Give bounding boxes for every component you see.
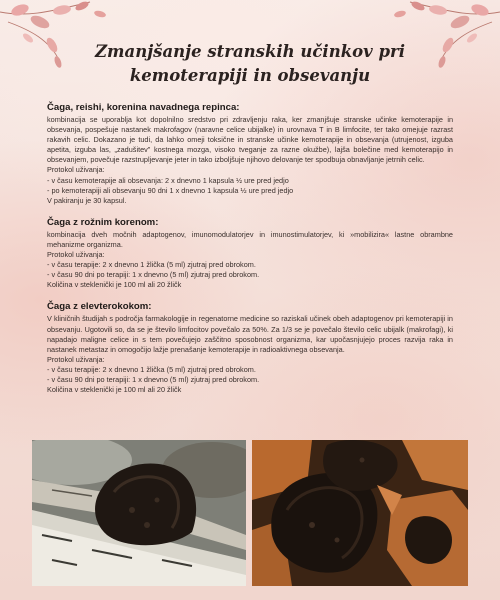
protocol-line: Količina v steklenički je 100 ml ali 20 žličk (47, 280, 182, 290)
section-paragraph: kombinacija dveh močnih adaptogenov, imunomodulatorjev in imunostimulatorjev, ki »mobilizira« lastne obrambne mehanizme organizma. (47, 229, 453, 249)
section-paragraph: V kliničnih študijah s področja farmakologije in regenatorne medicine so raziskali učinek obeh adaptogenov pri kemoterapiji in obsevanju. Ugotovili so, da se je število limfocitov povečalo za 50%. Za 1/3 se je povečalo število celic ubijalk (makrofagi), ki napadajo maligne celice in s tem povečujejo zaščitno sposobnost organizma, kar upočasnjujejo proces razvija raka in nastanek metastaz in omogočijo lažje prenašanje kemoterapije in radioaktivnega obsevanja. (47, 314, 453, 354)
protocol-line: - v času 90 dni po terapiji: 1 x dnevno (5 ml) zjutraj pred obrokom. (47, 374, 260, 384)
page-title (60, 40, 440, 88)
section-chaga-reishi (47, 102, 453, 206)
protocol-line: - v času terapije: 2 x dnevno 1 žlička (5 ml) zjutraj pred obrokom. (47, 260, 256, 270)
section-heading: Čaga z elevterokokom: (47, 301, 152, 313)
protocol-line: Protokol uživanja: (47, 354, 105, 364)
protocol-line: - v času 90 dni po terapiji: 1 x dnevno (5 ml) zjutraj pred obrokom. (47, 270, 260, 280)
title-line-2: kemoterapiji in obsevanju (129, 66, 371, 85)
section-heading: Čaga z rožnim korenom: (47, 216, 159, 228)
protocol-line: Količina v steklenički je 100 ml ali 20 žličk (47, 385, 182, 395)
chaga-on-birch-photo (32, 440, 246, 586)
photo-strip (32, 440, 468, 586)
chaga-chunks-photo (252, 440, 468, 586)
section-heading: Čaga, reishi, korenina navadnega repinca: (47, 102, 240, 113)
content (47, 102, 453, 406)
protocol-line: V pakiranju je 30 kapsul. (47, 195, 127, 205)
section-chaga-rhodiola (47, 217, 453, 291)
protocol-line: - v času kemoterapije ali obsevanja: 2 x dnevno 1 kapsula ½ ure pred jedjo (47, 175, 289, 185)
section-paragraph: kombinacija se uporablja kot dopolnilno sredstvo pri zdravljenju raka, ker zmanjšuje stranske učinke kemoterapije in obsevanja, pospešuje nastanek makrofagov (naravne celice ubijalke) in urovnava T in B limfocite, ter tako omejuje razrast rakavih celic. Dokazano je tudi, da lahko omeji toksične in stranske učinke kemoterapije in obsevanja (utrujenost, izguba apetita, izguba las, „zadušitev" kostnega mozga, visoko tveganje za razne okužbe), lajša bolečine med kemoterapijo in obsevanjem, povečuje razstrupljevanje jeter in tako izboljšuje njihovo delovanje ter spodbuja obnavljanje jetrnih celic. (47, 115, 453, 165)
title-line-1: Zmanjšanje stranskih učinkov pri (95, 42, 405, 61)
protocol-line: - po kemoterapiji ali obsevanju 90 dni 1 x dnevno 1 kapsula ½ ure pred jedjo (47, 185, 294, 195)
section-chaga-eleuthero (47, 301, 453, 395)
protocol-line: - v času terapije: 2 x dnevno 1 žlička (5 ml) zjutraj pred obrokom. (47, 364, 256, 374)
protocol-line: Protokol uživanja: (47, 165, 105, 175)
protocol-line: Protokol uživanja: (47, 250, 105, 260)
